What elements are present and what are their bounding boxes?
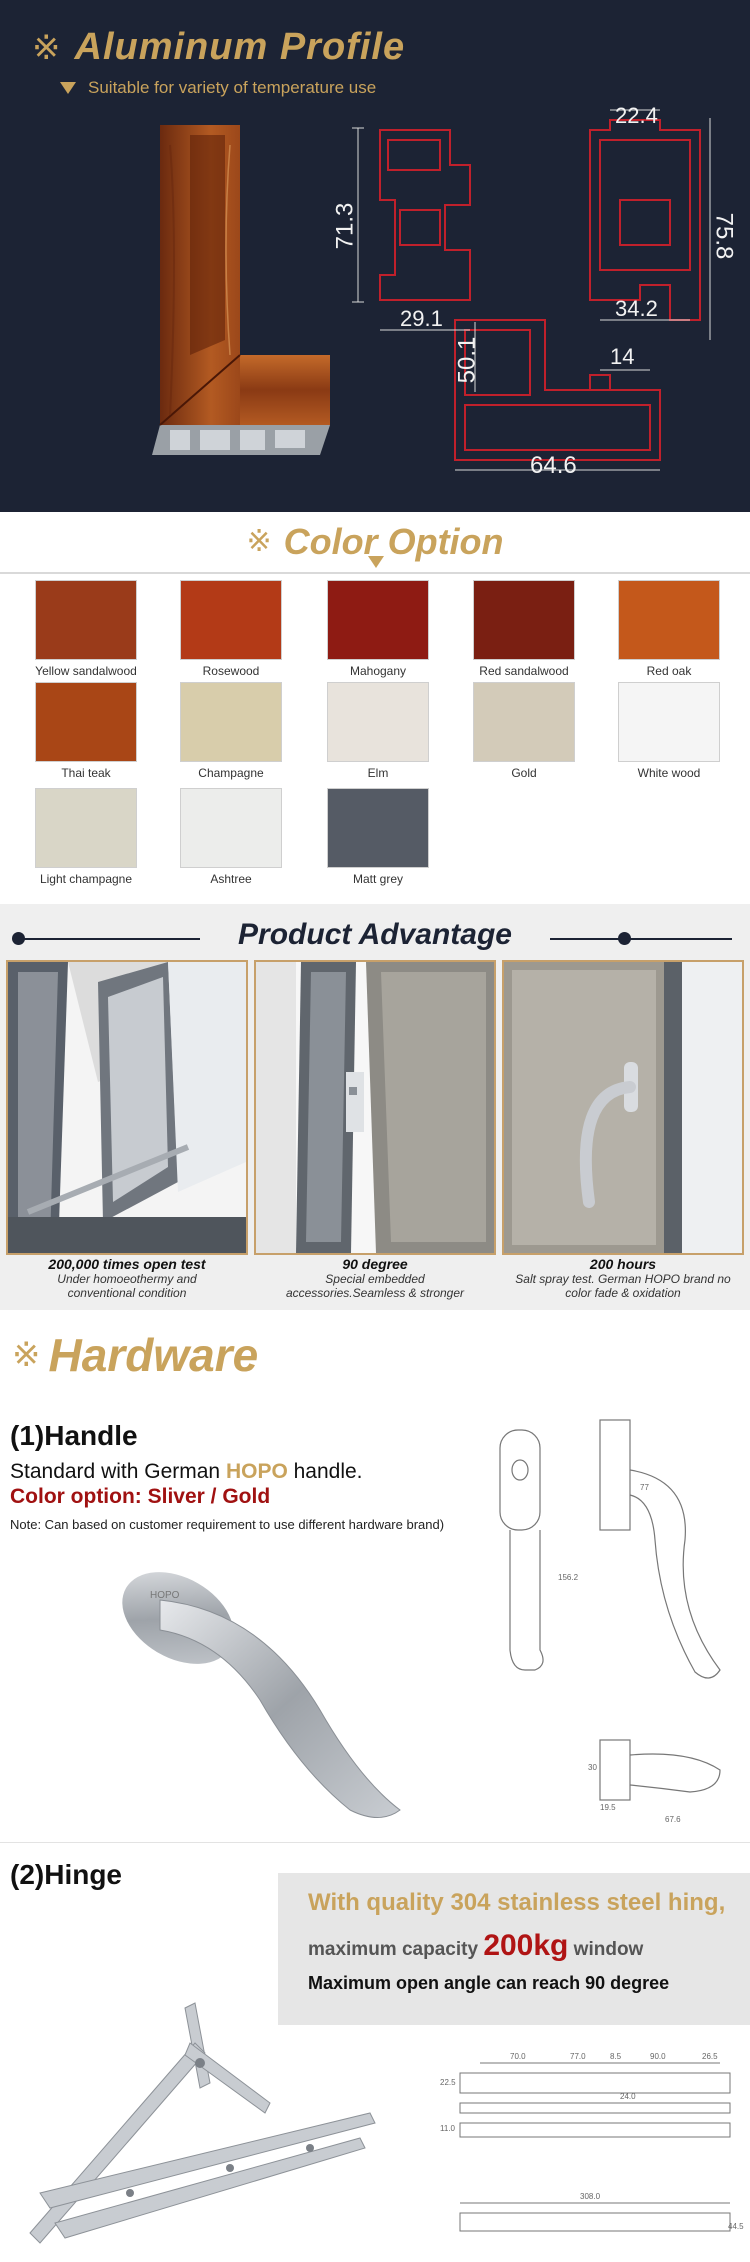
hinge-section xyxy=(0,1842,750,2262)
handle-dim-67: 67.6 xyxy=(665,1815,681,1824)
advantage-image-open-test xyxy=(6,960,248,1255)
product-advantage-section xyxy=(0,904,750,1310)
hinge-capacity-line xyxy=(308,1929,643,1963)
advantage-title: Product Advantage xyxy=(238,918,512,951)
swatch-label: Champagne xyxy=(198,766,264,780)
handle-image xyxy=(100,1540,420,1840)
color-swatch xyxy=(35,682,137,780)
profile-drawings xyxy=(0,0,750,512)
dim-34-2: 34.2 xyxy=(615,296,658,321)
swatch-label: Light champagne xyxy=(39,872,133,886)
dim-22-4: 22.4 xyxy=(615,103,658,128)
advantage-caption-desc: Salt spray test. German HOPO brand no xyxy=(515,1272,731,1286)
hinge-angle-line: Maximum open angle can reach 90 degree xyxy=(308,1973,670,1993)
color-swatch xyxy=(180,682,282,780)
handle-dim-19: 19.5 xyxy=(600,1803,616,1812)
advantage-caption-desc: accessories.Seamless & stronger xyxy=(285,1286,465,1300)
hinge-dim-70: 70.0 xyxy=(510,2052,526,2061)
handle-brand-mark: HOPO xyxy=(150,1590,180,1601)
swatch-label: Ashtree xyxy=(210,872,252,886)
advantage-caption-title: 200 hours xyxy=(589,1256,657,1272)
swatch-label: Rosewood xyxy=(202,664,260,678)
hinge-dim-77: 77.0 xyxy=(570,2052,586,2061)
hinge-capacity-value: 200kg xyxy=(483,1929,569,1962)
color-swatch xyxy=(327,580,429,678)
dim-50-1: 50.1 xyxy=(453,336,481,384)
swatch-color-box xyxy=(327,580,429,660)
divider xyxy=(550,938,732,940)
dim-29-1: 29.1 xyxy=(400,306,443,331)
profile-subtitle-text: Suitable for variety of temperature use xyxy=(88,78,377,97)
swatch-label: Red sandalwood xyxy=(479,664,569,678)
swatch-color-box xyxy=(327,788,429,868)
dot-icon xyxy=(618,932,631,945)
color-swatch xyxy=(618,682,720,780)
handle-description-post: handle. xyxy=(287,1460,363,1483)
handle-description-pre: Standard with German xyxy=(10,1460,226,1483)
swatch-color-box xyxy=(35,788,137,868)
swatch-color-box xyxy=(473,580,575,660)
asterisk-icon: ※ xyxy=(246,524,272,559)
asterisk-icon: ※ xyxy=(32,27,61,68)
swatch-color-box xyxy=(618,580,720,660)
dim-71-3: 71.3 xyxy=(331,202,359,250)
advantage-image-200-hours xyxy=(502,960,744,1255)
hinge-dim-24: 24.0 xyxy=(620,2092,636,2101)
hinge-capacity-pre: maximum capacity xyxy=(308,1939,484,1960)
handle-brand: HOPO xyxy=(225,1460,288,1483)
aluminum-profile-section xyxy=(0,0,750,512)
hinge-image xyxy=(10,1963,390,2262)
profile-title: Aluminum Profile xyxy=(74,26,406,68)
swatch-color-box xyxy=(473,682,575,762)
hardware-title: Hardware xyxy=(48,1329,259,1381)
hinge-dim-22: 22.5 xyxy=(440,2078,456,2087)
advantage-header xyxy=(0,910,750,960)
hinge-dim-44: 44.5 xyxy=(728,2222,744,2231)
handle-dim-30: 30 xyxy=(588,1763,597,1772)
swatch-color-box xyxy=(327,682,429,762)
swatch-color-box xyxy=(35,682,137,762)
handle-note: Note: Can based on customer requirement to use different hardware brand) xyxy=(10,1517,445,1532)
advantage-caption-3 xyxy=(498,1256,748,1300)
color-swatch xyxy=(180,580,282,678)
handle-dim-156: 156.2 xyxy=(558,1573,579,1582)
triangle-down-icon xyxy=(368,556,384,568)
color-swatch xyxy=(473,682,575,780)
color-swatch xyxy=(35,788,137,886)
swatch-label: Matt grey xyxy=(352,872,403,886)
hinge-drawings xyxy=(440,2043,750,2262)
swatch-label: Thai teak xyxy=(61,766,111,780)
advantage-caption-2 xyxy=(250,1256,500,1300)
color-swatch xyxy=(327,788,429,886)
swatch-color-box xyxy=(618,682,720,762)
color-swatch xyxy=(473,580,575,678)
color-swatch xyxy=(35,580,137,678)
swatch-label: Gold xyxy=(511,766,537,780)
hardware-header xyxy=(12,1328,258,1382)
swatch-label: Yellow sandalwood xyxy=(35,664,137,678)
swatch-label: Red oak xyxy=(646,664,692,678)
swatch-color-box xyxy=(180,788,282,868)
swatch-label: Elm xyxy=(367,766,389,780)
advantage-image-90-degree xyxy=(254,960,496,1255)
advantage-caption-title: 90 degree xyxy=(342,1256,408,1272)
asterisk-icon: ※ xyxy=(12,1335,41,1375)
hinge-dim-26: 26.5 xyxy=(702,2052,718,2061)
hinge-dim-90: 90.0 xyxy=(650,2052,666,2061)
advantage-caption-desc: Under homoeothermy and xyxy=(57,1272,197,1286)
color-swatch xyxy=(327,682,429,780)
hinge-heading: (2)Hinge xyxy=(10,1859,122,1890)
swatch-color-box xyxy=(180,580,282,660)
dim-64-6: 64.6 xyxy=(530,452,577,479)
handle-heading: (1)Handle xyxy=(10,1420,138,1451)
advantage-caption-desc: color fade & oxidation xyxy=(565,1286,681,1300)
advantage-caption-1 xyxy=(2,1256,252,1300)
advantage-caption-desc: conventional condition xyxy=(67,1286,187,1300)
advantage-caption-desc: Special embedded xyxy=(325,1272,425,1286)
hinge-quality-line: With quality 304 stainless steel hing, xyxy=(308,1889,726,1916)
advantage-caption-title: 200,000 times open test xyxy=(48,1256,206,1272)
hinge-capacity-post: window xyxy=(568,1939,644,1960)
color-swatch xyxy=(180,788,282,886)
handle-color-option: Color option: Sliver / Gold xyxy=(10,1485,271,1508)
color-option-title: Color Option xyxy=(283,521,504,562)
dim-14: 14 xyxy=(610,344,635,369)
handle-drawings xyxy=(470,1410,740,1830)
hardware-section xyxy=(0,1310,750,1842)
color-option-section xyxy=(0,512,750,904)
handle-dim-77: 77 xyxy=(640,1483,649,1492)
swatch-color-box xyxy=(180,682,282,762)
swatch-label: Mahogany xyxy=(349,664,407,678)
color-swatch xyxy=(618,580,720,678)
hinge-dim-308: 308.0 xyxy=(580,2192,601,2201)
divider xyxy=(0,572,750,574)
swatch-label: White wood xyxy=(637,766,701,780)
hinge-dim-8: 8.5 xyxy=(610,2052,622,2061)
hinge-dim-11: 11.0 xyxy=(440,2124,455,2133)
dim-75-8: 75.8 xyxy=(710,212,738,260)
handle-description xyxy=(10,1460,363,1484)
swatch-color-box xyxy=(35,580,137,660)
